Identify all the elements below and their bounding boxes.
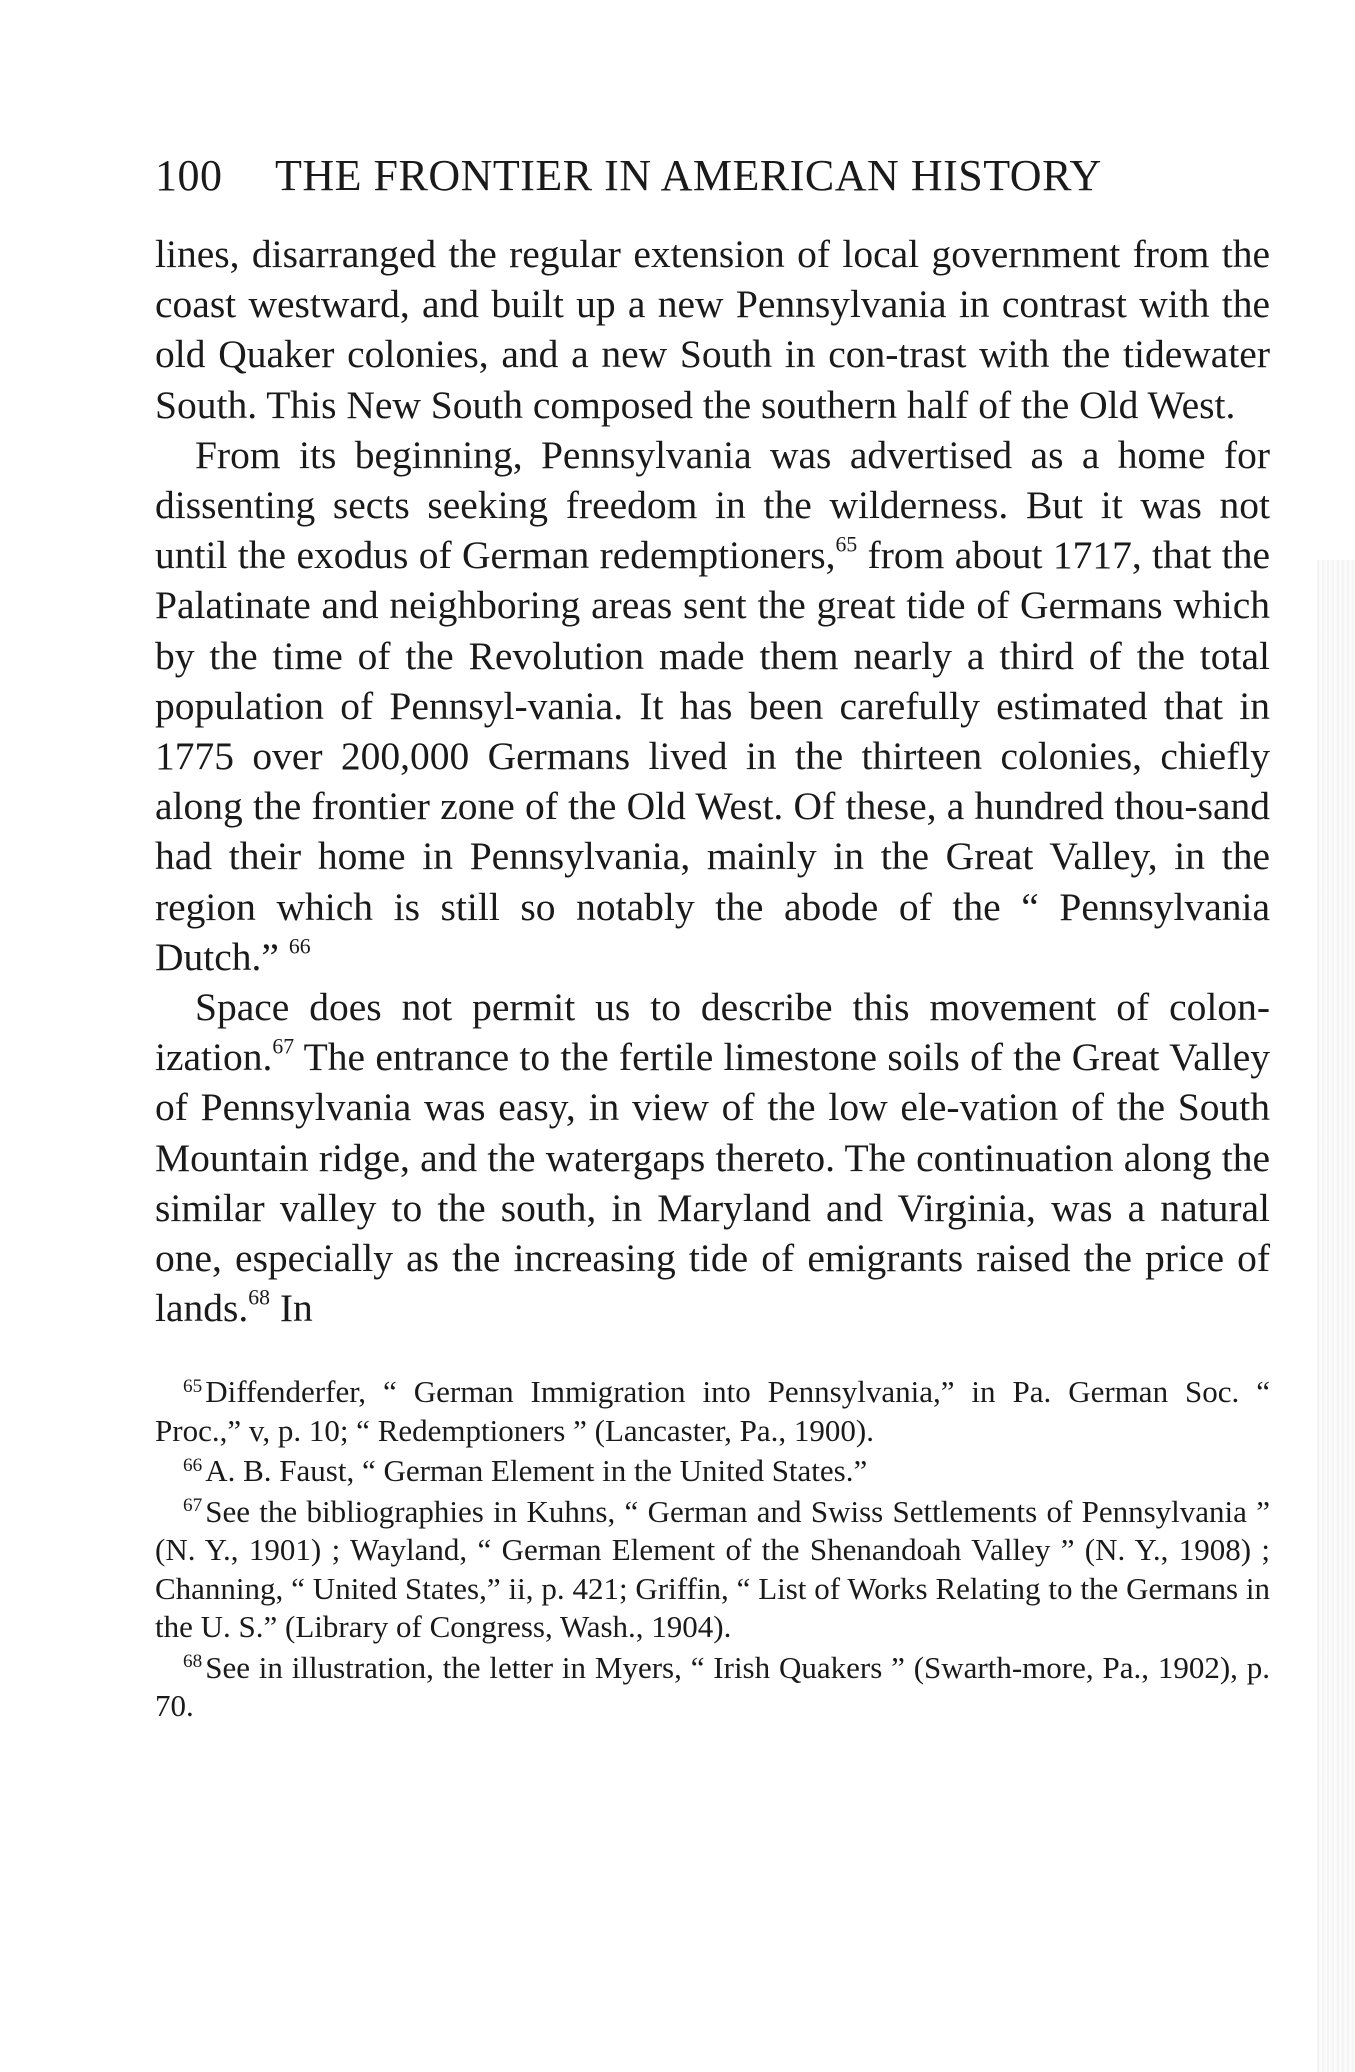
footnote-ref-68[interactable]: 68: [248, 1285, 270, 1310]
paragraph-3-part-c: In: [269, 1286, 313, 1331]
body-text: [155, 229, 1270, 1333]
footnote-67: [155, 1493, 1270, 1647]
footnote-number: 65: [183, 1375, 203, 1397]
footnote-number: 67: [183, 1495, 203, 1517]
footnote-ref-67[interactable]: 67: [272, 1034, 295, 1059]
paragraph-3-part-b: The entrance to the fertile limestone soils of the Great Valley of Pennsylvania was easy, in view of the low ele-vation of the South Mountain ridge, and the watergaps thereto. The continuation along the similar valley to the south, in Maryland and Virginia, was a natural one, especially as the increasing tide of emigrants raised the price of lands.: [155, 1035, 1270, 1331]
running-title: THE FRONTIER IN AMERICAN HISTORY: [275, 151, 1102, 200]
paragraph-3-part-a: Space does not permit us to describe this movement of colon-ization.: [155, 985, 1270, 1080]
paragraph-3: [155, 982, 1270, 1333]
footnote-text: See in illustration, the letter in Myers, “ Irish Quakers ” (Swarth-more, Pa., 1902), p. 70.: [155, 1649, 1270, 1724]
paragraph-2-part-b: from about 1717, that the Palatinate and neighboring areas sent the great tide of Germans which by the time of the Revolution made them nearly a third of the total population of Pennsyl-vania. It has been carefully estimated that in 1775 over 200,000 Germans lived in the thirteen colonies, chiefly along the frontier zone of the Old West. Of these, a hundred thou-sand had their home in Pennsylvania, mainly in the Great Valley, in the region which is still so notably the abode of the “ Pennsylvania Dutch.”: [155, 533, 1270, 979]
paragraph-2: [155, 430, 1270, 982]
paragraph-2-part-a: From its beginning, Pennsylvania was advertised as a home for dissenting sects seeking freedom in the wilderness. But it was not until the exodus of German redemptioners,: [155, 432, 1270, 578]
running-head: [155, 150, 1270, 201]
paragraph-1: lines, disarranged the regular extension of local government from the coast westward, and built up a new Pennsylvania in contrast with the old Quaker colonies, and a new South in con-trast with the tidewater South. This New South composed the southern half of the Old West.: [155, 232, 1270, 427]
footnote-number: 68: [183, 1651, 203, 1673]
footnotes: [155, 1373, 1270, 1726]
footnote-66: [155, 1452, 1270, 1491]
book-page: [155, 150, 1270, 2020]
footnote-text: Diffenderfer, “ German Immigration into Pennsylvania,” in Pa. German Soc. “ Proc.,” v, p. 10; “ Redemptioners ” (Lancaster, Pa., 1900).: [155, 1374, 1270, 1448]
footnote-text: A. B. Faust, “ German Element in the United States.”: [205, 1453, 868, 1489]
footnote-65: [155, 1373, 1270, 1450]
scan-edge-texture: [1317, 560, 1355, 2072]
footnote-ref-66[interactable]: 66: [288, 934, 311, 959]
page-number: 100: [155, 151, 223, 200]
footnote-68: [155, 1649, 1270, 1726]
footnote-number: 66: [183, 1454, 203, 1476]
footnote-text: See the bibliographies in Kuhns, “ German and Swiss Settlements of Pennsylvania ” (N. Y., 1901) ; Wayland, “ German Element of the Shenandoah Valley ” (N. Y., 1908) ; Channing, “ United States,” ii, p. 421; Griffin, “ List of Works Relating to the Germans in the U. S.” (Library of Congress, Wash., 1904).: [155, 1493, 1270, 1645]
footnote-ref-65[interactable]: 65: [835, 532, 858, 557]
